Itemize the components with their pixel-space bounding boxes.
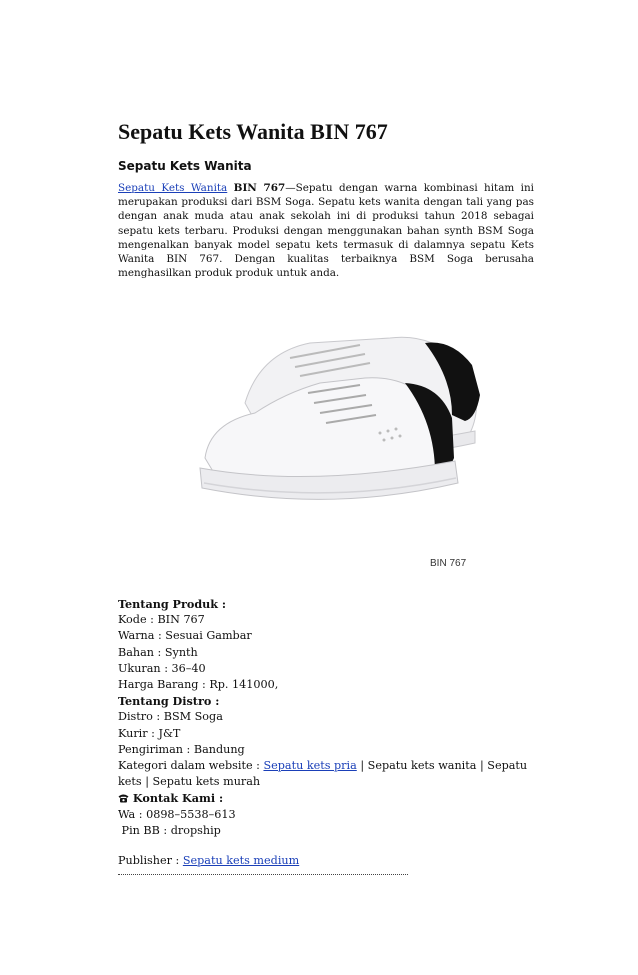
kategori-rest: | Sepatu kets wanita | Sepatu kets | Sepatu kets murah [118, 759, 528, 789]
ukuran-line: Ukuran : 36–40 [118, 661, 206, 675]
article-subtitle: Sepatu Kets Wanita [118, 159, 252, 173]
kurir-line: Kurir : J&T [118, 726, 181, 740]
kategori-link[interactable]: Sepatu kets pria [263, 759, 357, 773]
intro-bold: BIN 767 [233, 182, 286, 194]
pengiriman-line: Pengiriman : Bandung [118, 742, 245, 756]
kontak-label: Kontak Kami : [132, 791, 224, 806]
pin-line: Pin BB : dropship [118, 823, 221, 837]
publisher-link[interactable]: Sepatu kets medium [182, 854, 300, 867]
article-header [118, 118, 534, 291]
publisher-line [118, 853, 299, 869]
harga-line: Harga Barang : Rp. 141000, [118, 678, 279, 692]
intro-paragraph [118, 181, 534, 280]
page-title: Sepatu Kets Wanita BIN 767 [118, 119, 388, 144]
product-image [190, 283, 480, 573]
distro-line: Distro : BSM Soga [118, 710, 223, 724]
tentang-produk-heading: Tentang Produk : [118, 597, 227, 611]
kategori-line [118, 758, 528, 790]
kode-line: Kode : BIN 767 [118, 613, 205, 627]
warna-line: Warna : Sesuai Gambar [118, 629, 252, 643]
product-info [118, 596, 538, 839]
tentang-distro-heading: Tentang Distro : [118, 694, 220, 709]
bahan-line: Bahan : Synth [118, 645, 198, 659]
intro-link[interactable]: Sepatu Kets Wanita [118, 182, 228, 194]
publisher-prefix: Publisher : [118, 854, 183, 867]
front-shoe [200, 378, 458, 500]
dotted-divider [118, 874, 408, 875]
image-caption: BIN 767 [430, 558, 467, 569]
wa-line: Wa : 0898–5538–613 [118, 807, 236, 821]
kategori-prefix: Kategori dalam website : [118, 759, 264, 773]
intro-text: —Sepatu dengan warna kombinasi hitam ini merupakan produksi dari BSM Soga. Sepatu kets wanita dengan tali yang pas dengan anak muda atau anak sekolah ini di produksi tahun 2018 sebagai sepatu kets terbaru. Produksi dengan menggunakan bahan synth BSM Soga mengenalkan banyak model sepatu kets termasuk di dalamnya sepatu Kets Wanita BIN 767. Dengan kualitas terbaiknya BSM Soga berusaha menghasilkan produk produk untuk anda. [118, 182, 534, 280]
kontak-heading [118, 790, 538, 806]
phone-icon [118, 793, 129, 803]
